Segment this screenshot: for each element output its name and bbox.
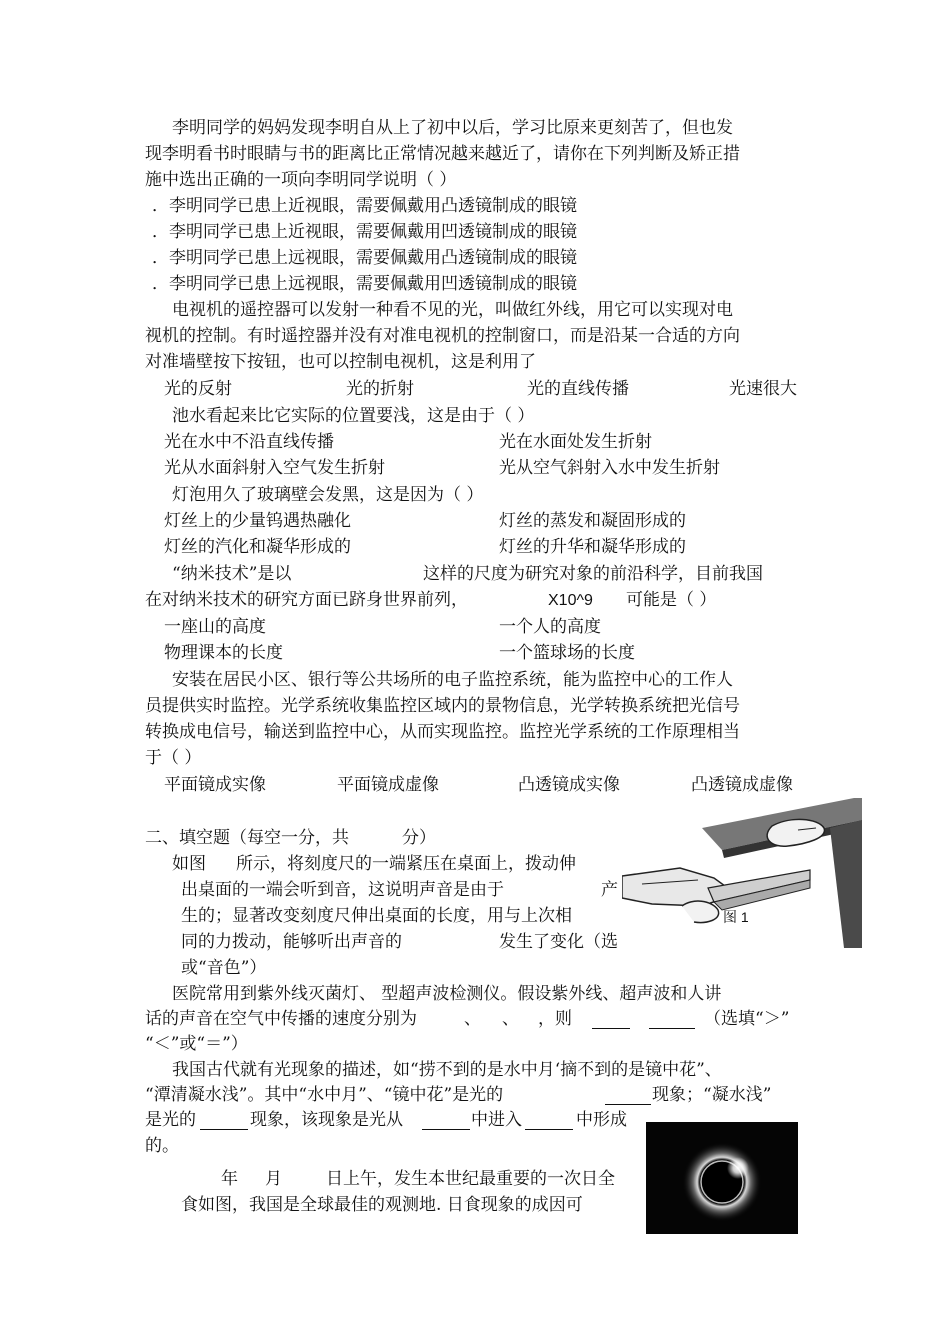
q4-option-d: 灯丝的升华和凝华形成的: [499, 537, 686, 557]
q6-option-c: 凸透镜成实像: [518, 775, 620, 795]
f4-line2: 食如图，我国是全球最佳的观测地. 日食现象的成因可: [181, 1195, 583, 1215]
f3-line2-b: 现象；“凝水浅”: [652, 1085, 772, 1105]
f3-answer-blank-3[interactable]: [422, 1113, 470, 1130]
q5-stem-1b: 这样的尺度为研究对象的前沿科学，目前我国: [423, 564, 763, 584]
q5-option-d: 一个篮球场的长度: [499, 643, 635, 663]
q5-option-a: 一座山的高度: [164, 617, 266, 637]
q5-stem-1a: “纳米技术”是以: [172, 564, 292, 584]
f2-line2-c: 、: [502, 1009, 519, 1029]
q2-option-a: 光的反射: [164, 379, 232, 399]
f2-line2-a: 话的声音在空气中传播的速度分别为: [145, 1009, 417, 1029]
f4-line1-a: 年: [221, 1169, 238, 1189]
f1-line2-a: 出桌面的一端会听到音，这说明声音是由于: [181, 880, 504, 900]
q6-stem-line-4: 于（ ）: [145, 748, 202, 768]
f2-line2-d: ，则: [538, 1009, 572, 1029]
q1-stem-line-1: 李明同学的妈妈发现李明自从上了初中以后，学习比原来更刻苦了，但也发: [172, 118, 733, 138]
q6-option-d: 凸透镜成虚像: [691, 775, 793, 795]
f1-line2-b: 产: [601, 880, 618, 900]
q2-stem-line-1: 电视机的遥控器可以发射一种看不见的光，叫做红外线，用它可以实现对电: [172, 300, 733, 320]
q2-option-b: 光的折射: [346, 379, 414, 399]
f1-line5: 或“音色”）: [181, 958, 267, 978]
f3-answer-blank-1[interactable]: [605, 1088, 651, 1105]
q2-stem-line-2: 视机的控制。有时遥控器并没有对准电视机的控制窗口，而是沿某一合适的方向: [145, 326, 740, 346]
f3-line3-d: 中形成: [576, 1110, 627, 1130]
solar-eclipse-photo: [646, 1122, 798, 1234]
q6-stem-line-1: 安装在居民小区、银行等公共场所的电子监控系统，能为监控中心的工作人: [172, 670, 733, 690]
f1-line1-b: 所示，将刻度尺的一端紧压在桌面上，拨动伸: [236, 854, 576, 874]
f3-line2-a: “潭清凝水浅”。其中“水中月”、“镜中花”是光的: [145, 1085, 504, 1105]
q6-option-b: 平面镜成虚像: [337, 775, 439, 795]
q5-stem-2b: 可能是（ ）: [626, 590, 717, 610]
f2-line1: 医院常用到紫外线灭菌灯、 型超声波检测仪。假设紫外线、超声波和人讲: [172, 984, 722, 1004]
f4-line1-b: 月: [265, 1169, 282, 1189]
q4-option-b: 灯丝的蒸发和凝固形成的: [499, 511, 686, 531]
q5-option-b: 一个人的高度: [499, 617, 601, 637]
f3-line3-b: 现象，该现象是光从: [250, 1110, 403, 1130]
f3-line3-c: 中进入: [471, 1110, 522, 1130]
f1-line1-a: 如图: [172, 854, 206, 874]
q1-stem-line-3: 施中选出正确的一项向李明同学说明（ ）: [145, 170, 457, 190]
q6-stem-line-3: 转换成电信号，输送到监控中心，从而实现监控。监控光学系统的工作原理相当: [145, 722, 740, 742]
q1-option-a: ．李明同学已患上近视眼，需要佩戴用凸透镜制成的眼镜: [152, 196, 577, 216]
q1-stem-line-2: 现李明看书时眼睛与书的距离比正常情况越来越近了，请你在下列判断及矫正措: [145, 144, 740, 164]
q3-stem: 池水看起来比它实际的位置要浅，这是由于（ ）: [172, 406, 535, 426]
q5-option-c: 物理课本的长度: [164, 643, 283, 663]
q6-option-a: 平面镜成实像: [164, 775, 266, 795]
f1-line4-b: 发生了变化（选: [499, 932, 618, 952]
f3-line4: 的。: [145, 1136, 179, 1156]
q2-option-d: 光速很大: [729, 379, 797, 399]
f3-line1: 我国古代就有光现象的描述，如“捞不到的是水中月‘摘不到的是镜中花”、: [172, 1060, 722, 1080]
q2-stem-line-3: 对准墙壁按下按钮，也可以控制电视机，这是利用了: [145, 352, 536, 372]
f2-line3: “＜”或“＝”）: [145, 1034, 248, 1054]
f1-line4-a: 同的力拨动，能够听出声音的: [181, 932, 402, 952]
figure1-label: 图 1: [723, 909, 749, 925]
q3-option-c: 光从水面斜射入空气发生折射: [164, 458, 385, 478]
f3-answer-blank-2[interactable]: [200, 1113, 248, 1130]
q3-option-a: 光在水中不沿直线传播: [164, 432, 334, 452]
q4-stem: 灯泡用久了玻璃壁会发黑，这是因为（ ）: [172, 485, 484, 505]
f4-line1-c: 日上午，发生本世纪最重要的一次日全: [326, 1169, 615, 1189]
q5-stem-2a: 在对纳米技术的研究方面已跻身世界前列，: [145, 590, 468, 610]
q2-option-c: 光的直线传播: [527, 379, 629, 399]
q4-option-a: 灯丝上的少量钨遇热融化: [164, 511, 351, 531]
q6-stem-line-2: 员提供实时监控。光学系统收集监控区域内的景物信息，光学转换系统把光信号: [145, 696, 740, 716]
q1-option-d: ．李明同学已患上远视眼，需要佩戴用凹透镜制成的眼镜: [152, 274, 577, 294]
f2-line2-b: 、: [464, 1009, 481, 1029]
f2-answer-blank-1[interactable]: [592, 1012, 630, 1029]
f1-line3: 生的；显著改变刻度尺伸出桌面的长度，用与上次相: [181, 906, 572, 926]
f2-answer-blank-2[interactable]: [649, 1012, 695, 1029]
section2-title-b: 分）: [402, 828, 436, 848]
section2-title-a: 二、填空题（每空一分，共: [145, 828, 349, 848]
q5-number: X10^9: [548, 592, 593, 609]
f3-line3-a: 是光的: [145, 1110, 196, 1130]
f3-answer-blank-4[interactable]: [525, 1113, 573, 1130]
q4-option-c: 灯丝的汽化和凝华形成的: [164, 537, 351, 557]
q3-option-b: 光在水面处发生折射: [499, 432, 652, 452]
q1-option-c: ．李明同学已患上远视眼，需要佩戴用凸透镜制成的眼镜: [152, 248, 577, 268]
q3-option-d: 光从空气斜射入水中发生折射: [499, 458, 720, 478]
f2-line2-e: （选填“＞”: [704, 1009, 790, 1029]
q1-option-b: ．李明同学已患上近视眼，需要佩戴用凹透镜制成的眼镜: [152, 222, 577, 242]
